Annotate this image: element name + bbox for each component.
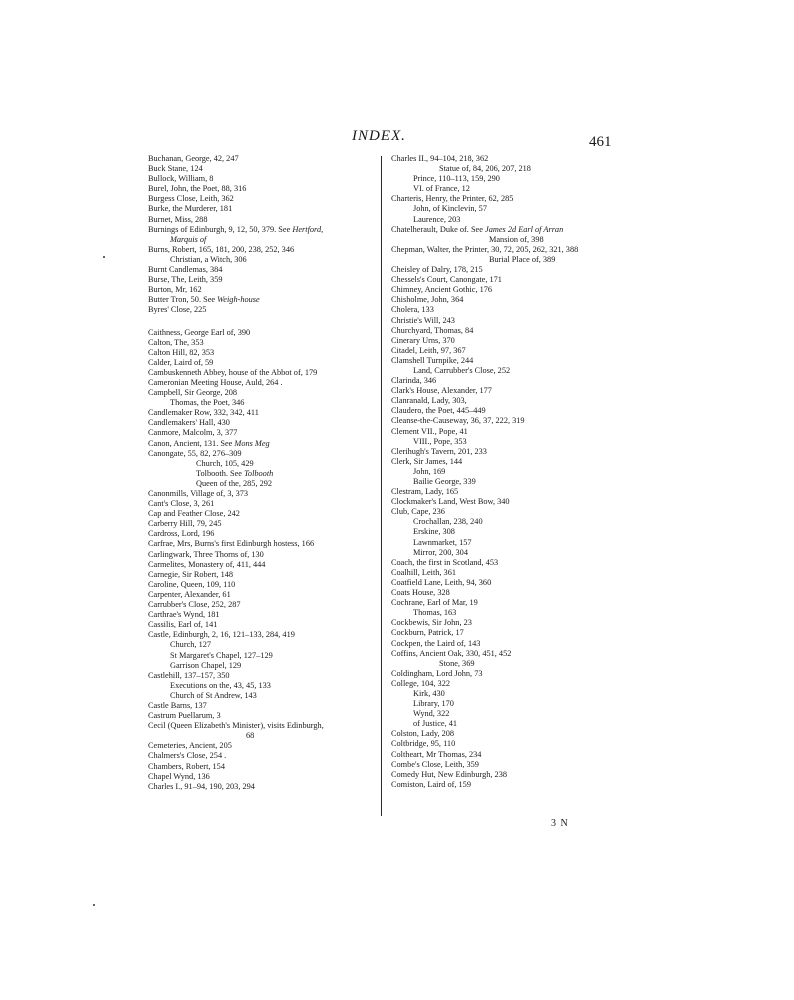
index-entry: [391, 719, 621, 729]
index-entry: [391, 517, 621, 527]
index-entry: [391, 618, 621, 628]
index-entry: [391, 548, 621, 558]
index-entry: [391, 416, 621, 426]
index-entry-text: Chambers, Robert, 154: [148, 761, 225, 771]
column-divider: [381, 156, 382, 816]
index-entry-text: Clamshell Turnpike, 244: [391, 355, 474, 365]
index-entry: [391, 497, 621, 507]
index-entry: [148, 295, 374, 305]
index-entry-text: Church, 105, 429: [196, 458, 254, 468]
index-entry-text: Chessels's Court, Canongate, 171: [391, 275, 502, 285]
index-entry-text: Burke, the Murderer, 181: [148, 204, 233, 214]
index-entry-text: Cheisley of Dalry, 178, 215: [391, 265, 483, 275]
index-entry: [148, 348, 374, 358]
index-entry: [391, 739, 621, 749]
index-entry: [391, 305, 621, 315]
index-entry: [391, 215, 621, 225]
index-entry: [148, 255, 374, 265]
index-entry: [148, 184, 374, 194]
index-entry: [391, 507, 621, 517]
index-entry: [148, 469, 374, 479]
index-entry: [391, 396, 621, 406]
index-entry: [391, 780, 621, 790]
index-entry-text: Bullock, William, 8: [148, 174, 214, 184]
index-entry-text: Burel, John, the Poet, 88, 316: [148, 184, 247, 194]
index-entry-text: Castlehill, 137–157, 350: [148, 670, 230, 680]
index-entry: [391, 689, 621, 699]
index-entry: [148, 235, 374, 245]
index-entry: [391, 659, 621, 669]
index-entry-text: Coldingham, Lord John, 73: [391, 668, 483, 678]
index-entry-text: John, of Kinclevin, 57: [413, 204, 487, 214]
index-entry: [148, 731, 374, 741]
index-entry-text: Candlemaker Row, 332, 342, 411: [148, 408, 259, 418]
index-entry-text: Prince, 110–113, 159, 290: [413, 174, 500, 184]
scan-speck: [93, 904, 95, 906]
index-entry: [148, 772, 374, 782]
index-entry: [391, 527, 621, 537]
index-entry: [148, 245, 374, 255]
index-entry-text: Combe's Close, Leith, 359: [391, 759, 479, 769]
index-entry-text: Burnings of Edinburgh, 9, 12, 50, 379. See: [148, 224, 291, 234]
index-entry-text: Coats House, 328: [391, 588, 450, 598]
index-entry: [148, 449, 374, 459]
index-entry: [391, 709, 621, 719]
index-entry-text: Castle, Edinburgh, 2, 16, 121–133, 284, 419: [148, 630, 295, 640]
index-entry-text: Clark's House, Alexander, 177: [391, 386, 492, 396]
index-entry-text: Charteris, Henry, the Printer, 62, 285: [391, 194, 514, 204]
index-entry-text: Burial Place of, 389: [489, 254, 556, 264]
index-entry: [391, 366, 621, 376]
index-entry-text: Chapel Wynd, 136: [148, 771, 210, 781]
index-entry: [391, 316, 621, 326]
index-entry: [391, 336, 621, 346]
index-entry-text: Carnegie, Sir Robert, 148: [148, 569, 234, 579]
index-entry-text: Crochallan, 238, 240: [413, 517, 483, 527]
index-entry-text: Library, 170: [413, 699, 454, 709]
index-entry-text: Mirror, 200, 304: [413, 547, 468, 557]
index-entry: [148, 711, 374, 721]
index-entry-text: Statue of, 84, 206, 207, 218: [439, 164, 531, 174]
index-entry: [148, 305, 374, 315]
index-entry-text: Canonmills, Village of, 3, 373: [148, 489, 249, 498]
index-entry-text: Cockbewis, Sir John, 23: [391, 618, 472, 628]
running-head: INDEX.: [352, 128, 406, 144]
index-entry-text: Comedy Hut, New Edinburgh, 238: [391, 769, 507, 779]
index-entry-text: Executions on the, 43, 45, 133: [170, 680, 271, 690]
index-entry-text: Burgess Close, Leith, 362: [148, 194, 234, 204]
index-entry: [148, 519, 374, 529]
index-entry-text: Cardross, Lord, 196: [148, 529, 215, 539]
index-entry: [391, 770, 621, 780]
index-entry-text: Carfrae, Mrs, Burns's first Edinburgh hostess, 166: [148, 539, 315, 549]
index-entry: [148, 620, 374, 630]
index-entry: [391, 406, 621, 416]
index-entry: [148, 328, 374, 338]
index-entry-text: Clockmaker's Land, West Bow, 340: [391, 497, 510, 507]
index-entry-text: VIII., Pope, 353: [413, 436, 467, 446]
index-entry: [391, 265, 621, 275]
index-entry-text: of Justice, 41: [413, 719, 458, 729]
index-entry-text: Mansion of, 398: [489, 234, 544, 244]
index-entry: [148, 640, 374, 650]
index-entry-text: Buck Stane, 124: [148, 164, 203, 174]
index-entry: [391, 245, 621, 255]
index-entry: [148, 570, 374, 580]
index-entry: [391, 427, 621, 437]
index-entry-text: Carpenter, Alexander, 61: [148, 589, 231, 599]
index-entry-text: Cant's Close, 3, 261: [148, 499, 215, 509]
index-column-left: [148, 154, 374, 792]
index-entry: [148, 378, 374, 388]
index-entry-text: Kirk, 430: [413, 688, 445, 698]
index-entry: [391, 437, 621, 447]
index-entry: [148, 459, 374, 469]
index-entry: [391, 699, 621, 709]
index-entry-text: Caithness, George Earl of, 390: [148, 327, 251, 337]
index-entry: [391, 649, 621, 659]
index-entry: [148, 762, 374, 772]
index-entry-text: Carlingwark, Three Thorns of, 130: [148, 549, 264, 559]
index-entry-text: Thomas, the Poet, 346: [170, 398, 245, 408]
index-entry-text: Laurence, 203: [413, 214, 461, 224]
index-entry-text: Coatfield Lane, Leith, 94, 360: [391, 577, 492, 587]
index-entry-text: Burnt Candlemas, 384: [148, 265, 223, 275]
index-entry-text: Coltheart, Mr Thomas, 234: [391, 749, 482, 759]
index-entry: [148, 368, 374, 378]
index-entry: [391, 356, 621, 366]
index-entry-text: Cambuskenneth Abbey, house of the Abbot of, 179: [148, 367, 318, 377]
index-entry-text: Queen of the, 285, 292: [196, 478, 273, 488]
index-entry-text: Lawnmarket, 157: [413, 537, 472, 547]
index-entry-text: Cassilis, Earl of, 141: [148, 620, 218, 630]
index-entry: [148, 741, 374, 751]
index-entry-text: Carthrae's Wynd, 181: [148, 610, 220, 620]
index-entry: [391, 184, 621, 194]
index-entry-text: Christie's Will, 243: [391, 315, 455, 325]
index-entry: [391, 194, 621, 204]
index-entry: [148, 398, 374, 408]
index-cross-reference: Marquis of: [170, 234, 207, 244]
index-entry: [148, 671, 374, 681]
index-entry-text: College, 104, 322: [391, 678, 450, 688]
index-entry-text: Chimney, Ancient Gothic, 176: [391, 285, 493, 295]
index-entry-text: Clarinda, 346: [391, 376, 437, 386]
index-entry-text: Colston, Lady, 208: [391, 729, 455, 739]
index-entry: [391, 326, 621, 336]
index-entry-text: Cap and Feather Close, 242: [148, 509, 240, 519]
index-entry-text: Erskine, 308: [413, 527, 455, 537]
index-entry-text: Citadel, Leith, 97, 367: [391, 345, 466, 355]
index-entry-text: Wynd, 322: [413, 709, 450, 719]
index-entry-text: Burse, The, Leith, 359: [148, 275, 223, 285]
index-entry-text: Clerihugh's Tavern, 201, 233: [391, 446, 487, 456]
index-entry-text: Canon, Ancient, 131. See: [148, 438, 233, 448]
index-entry-text: Charles II., 94–104, 218, 362: [391, 154, 489, 163]
index-entry: [148, 610, 374, 620]
index-entry-text: Castrum Puellarum, 3: [148, 711, 221, 721]
index-entry: [148, 408, 374, 418]
index-entry: [391, 538, 621, 548]
index-entry: [391, 386, 621, 396]
index-entry-text: Coltbridge, 95, 110: [391, 739, 456, 749]
index-entry: [148, 154, 374, 164]
index-entry: [391, 174, 621, 184]
index-entry-text: Burton, Mr, 162: [148, 285, 202, 295]
index-entry-text: Garrison Chapel, 129: [170, 660, 242, 670]
index-entry: [148, 580, 374, 590]
index-entry-text: Chisholme, John, 364: [391, 295, 464, 305]
index-entry: [148, 479, 374, 489]
index-entry: [391, 346, 621, 356]
index-entry: [148, 388, 374, 398]
index-entry: [391, 275, 621, 285]
index-entry-text: Carmelites, Monastery of, 411, 444: [148, 559, 266, 569]
index-entry-text: Candlemakers' Hall, 430: [148, 418, 230, 428]
index-entry-text: Caroline, Queen, 109, 110: [148, 579, 236, 589]
index-entry-text: Clement VII., Pope, 41: [391, 426, 468, 436]
index-entry: [391, 669, 621, 679]
index-entry: [391, 608, 621, 618]
index-entry-text: Canmore, Malcolm, 3, 377: [148, 428, 238, 438]
index-entry-text: Cholera, 133: [391, 305, 434, 315]
index-entry-text: Campbell, Sir George, 208: [148, 388, 238, 398]
index-entry-text: Butter Tron, 50. See: [148, 295, 216, 305]
index-entry-text: Cockpen, the Laird of, 143: [391, 638, 481, 648]
index-entry: [148, 489, 374, 499]
index-entry: [148, 194, 374, 204]
index-entry: [391, 750, 621, 760]
index-entry: [391, 295, 621, 305]
page-number: 461: [589, 134, 612, 150]
index-entry-text: St Margaret's Chapel, 127–129: [170, 650, 273, 660]
index-cross-reference: Mons Meg: [234, 438, 270, 448]
index-entry-text: Coalhill, Leith, 361: [391, 567, 456, 577]
index-entry-text: Cemeteries, Ancient, 205: [148, 741, 232, 751]
index-cross-reference: Weigh-house: [217, 295, 260, 305]
index-entry: [391, 477, 621, 487]
index-entry: [391, 679, 621, 689]
index-entry-text: Cameronian Meeting House, Auld, 264 .: [148, 377, 283, 387]
index-entry-text: Bailie George, 339: [413, 477, 476, 486]
index-entry-text: Chalmers's Close, 254 .: [148, 751, 227, 761]
index-entry: [391, 225, 621, 235]
index-entry-text: Byres' Close, 225: [148, 305, 207, 315]
index-entry: [148, 215, 374, 225]
index-entry: [148, 550, 374, 560]
index-entry-text: Churchyard, Thomas, 84: [391, 325, 474, 335]
index-entry-text: Christian, a Witch, 306: [170, 254, 247, 264]
index-entry: [148, 721, 374, 731]
index-entry: [148, 439, 374, 449]
index-entry: [391, 255, 621, 265]
index-entry: [148, 539, 374, 549]
index-entry: [391, 639, 621, 649]
index-entry-text: Castle Barns, 137: [148, 700, 207, 710]
index-entry: [148, 358, 374, 368]
signature-mark: 3 N: [551, 818, 569, 829]
index-entry-text: Carrubber's Close, 252, 287: [148, 600, 241, 610]
index-entry: [391, 154, 621, 164]
index-entry: [148, 225, 374, 235]
index-entry-text: 68: [246, 731, 255, 741]
index-entry: [148, 338, 374, 348]
index-entry: [148, 691, 374, 701]
index-entry-text: Buchanan, George, 42, 247: [148, 154, 239, 163]
index-entry-text: Land, Carrubber's Close, 252: [413, 365, 511, 375]
index-entry-text: Church of St Andrew, 143: [170, 690, 257, 700]
scan-speck: [103, 256, 105, 258]
index-entry: [391, 457, 621, 467]
index-entry-text: Calton, The, 353: [148, 337, 204, 347]
index-entry-text: Charles I., 91–94, 190, 203, 294: [148, 781, 255, 791]
index-entry: [148, 204, 374, 214]
index-entry-text: Calton Hill, 82, 353: [148, 347, 215, 357]
index-entry-text: Clestram, Lady, 165: [391, 487, 459, 497]
index-entry-text: Clerk, Sir James, 144: [391, 456, 463, 466]
index-entry-text: Carberry Hill, 79, 245: [148, 519, 222, 529]
index-entry-text: Claudero, the Poet, 445–449: [391, 406, 486, 416]
index-entry-text: Burns, Robert, 165, 181, 200, 238, 252, 346: [148, 244, 295, 254]
index-entry-text: Cleanse-the-Causeway, 36, 37, 222, 319: [391, 416, 525, 426]
index-entry: [148, 701, 374, 711]
index-entry: [148, 661, 374, 671]
index-entry-text: Coach, the first in Scotland, 453: [391, 557, 499, 567]
index-entry: [148, 428, 374, 438]
index-entry: [391, 285, 621, 295]
index-entry-text: Cochrane, Earl of Mar, 19: [391, 598, 478, 608]
index-entry: [391, 628, 621, 638]
index-entry: [391, 568, 621, 578]
index-entry: [391, 204, 621, 214]
index-entry: [148, 418, 374, 428]
index-entry-text: John, 169: [413, 466, 446, 476]
index-cross-reference: James 2d Earl of Arran: [485, 224, 564, 234]
index-cross-reference: Tolbooth: [244, 468, 274, 478]
index-entry-text: Chepman, Walter, the Printer, 30, 72, 205, 262, 321, 388: [391, 244, 579, 254]
index-entry-text: Cecil (Queen Elizabeth's Minister), visits Edinburgh,: [148, 721, 324, 731]
index-cross-reference: Hertford,: [292, 224, 324, 234]
index-entry-text: Church, 127: [170, 640, 212, 650]
index-entry: [391, 164, 621, 174]
index-column-right: [391, 154, 621, 790]
index-entry-text: Tolbooth. See: [196, 468, 242, 478]
index-entry: [148, 529, 374, 539]
index-entry-text: Clanranald, Lady, 303,: [391, 396, 467, 406]
index-entry-text: Comiston, Laird of, 159: [391, 779, 471, 789]
index-entry: [148, 499, 374, 509]
index-entry: [148, 164, 374, 174]
index-entry-text: Thomas, 163: [413, 608, 457, 618]
index-entry: [148, 651, 374, 661]
index-entry: [148, 681, 374, 691]
index-entry: [391, 598, 621, 608]
index-entry: [391, 578, 621, 588]
index-entry: [148, 630, 374, 640]
index-entry-text: Coffins, Ancient Oak, 330, 451, 452: [391, 648, 512, 658]
index-entry: [391, 235, 621, 245]
index-entry: [148, 782, 374, 792]
index-entry: [391, 729, 621, 739]
index-entry-text: Canongate, 55, 82, 276–309: [148, 448, 242, 458]
index-entry-text: Club, Cape, 236: [391, 507, 445, 517]
index-entry-text: Stone, 369: [439, 658, 475, 668]
index-entry: [391, 760, 621, 770]
index-entry-text: Cinerary Urns, 370: [391, 335, 455, 345]
index-entry: [148, 560, 374, 570]
index-entry-text: Burnet, Miss, 288: [148, 214, 208, 224]
index-entry-text: Cockburn, Patrick, 17: [391, 628, 464, 638]
index-entry: [391, 376, 621, 386]
index-entry: [148, 509, 374, 519]
index-entry: [148, 265, 374, 275]
index-entry: [148, 590, 374, 600]
index-entry: [148, 600, 374, 610]
index-entry: [391, 558, 621, 568]
index-entry: [391, 467, 621, 477]
index-entry: [148, 751, 374, 761]
index-entry: [391, 447, 621, 457]
index-entry: [148, 285, 374, 295]
index-entry-text: Calder, Laird of, 59: [148, 357, 214, 367]
index-entry: [391, 588, 621, 598]
index-entry-text: Chatelherault, Duke of. See: [391, 224, 483, 234]
index-entry: [148, 174, 374, 184]
index-entry: [148, 275, 374, 285]
index-entry-text: VI. of France, 12: [413, 184, 470, 194]
index-entry: [391, 487, 621, 497]
